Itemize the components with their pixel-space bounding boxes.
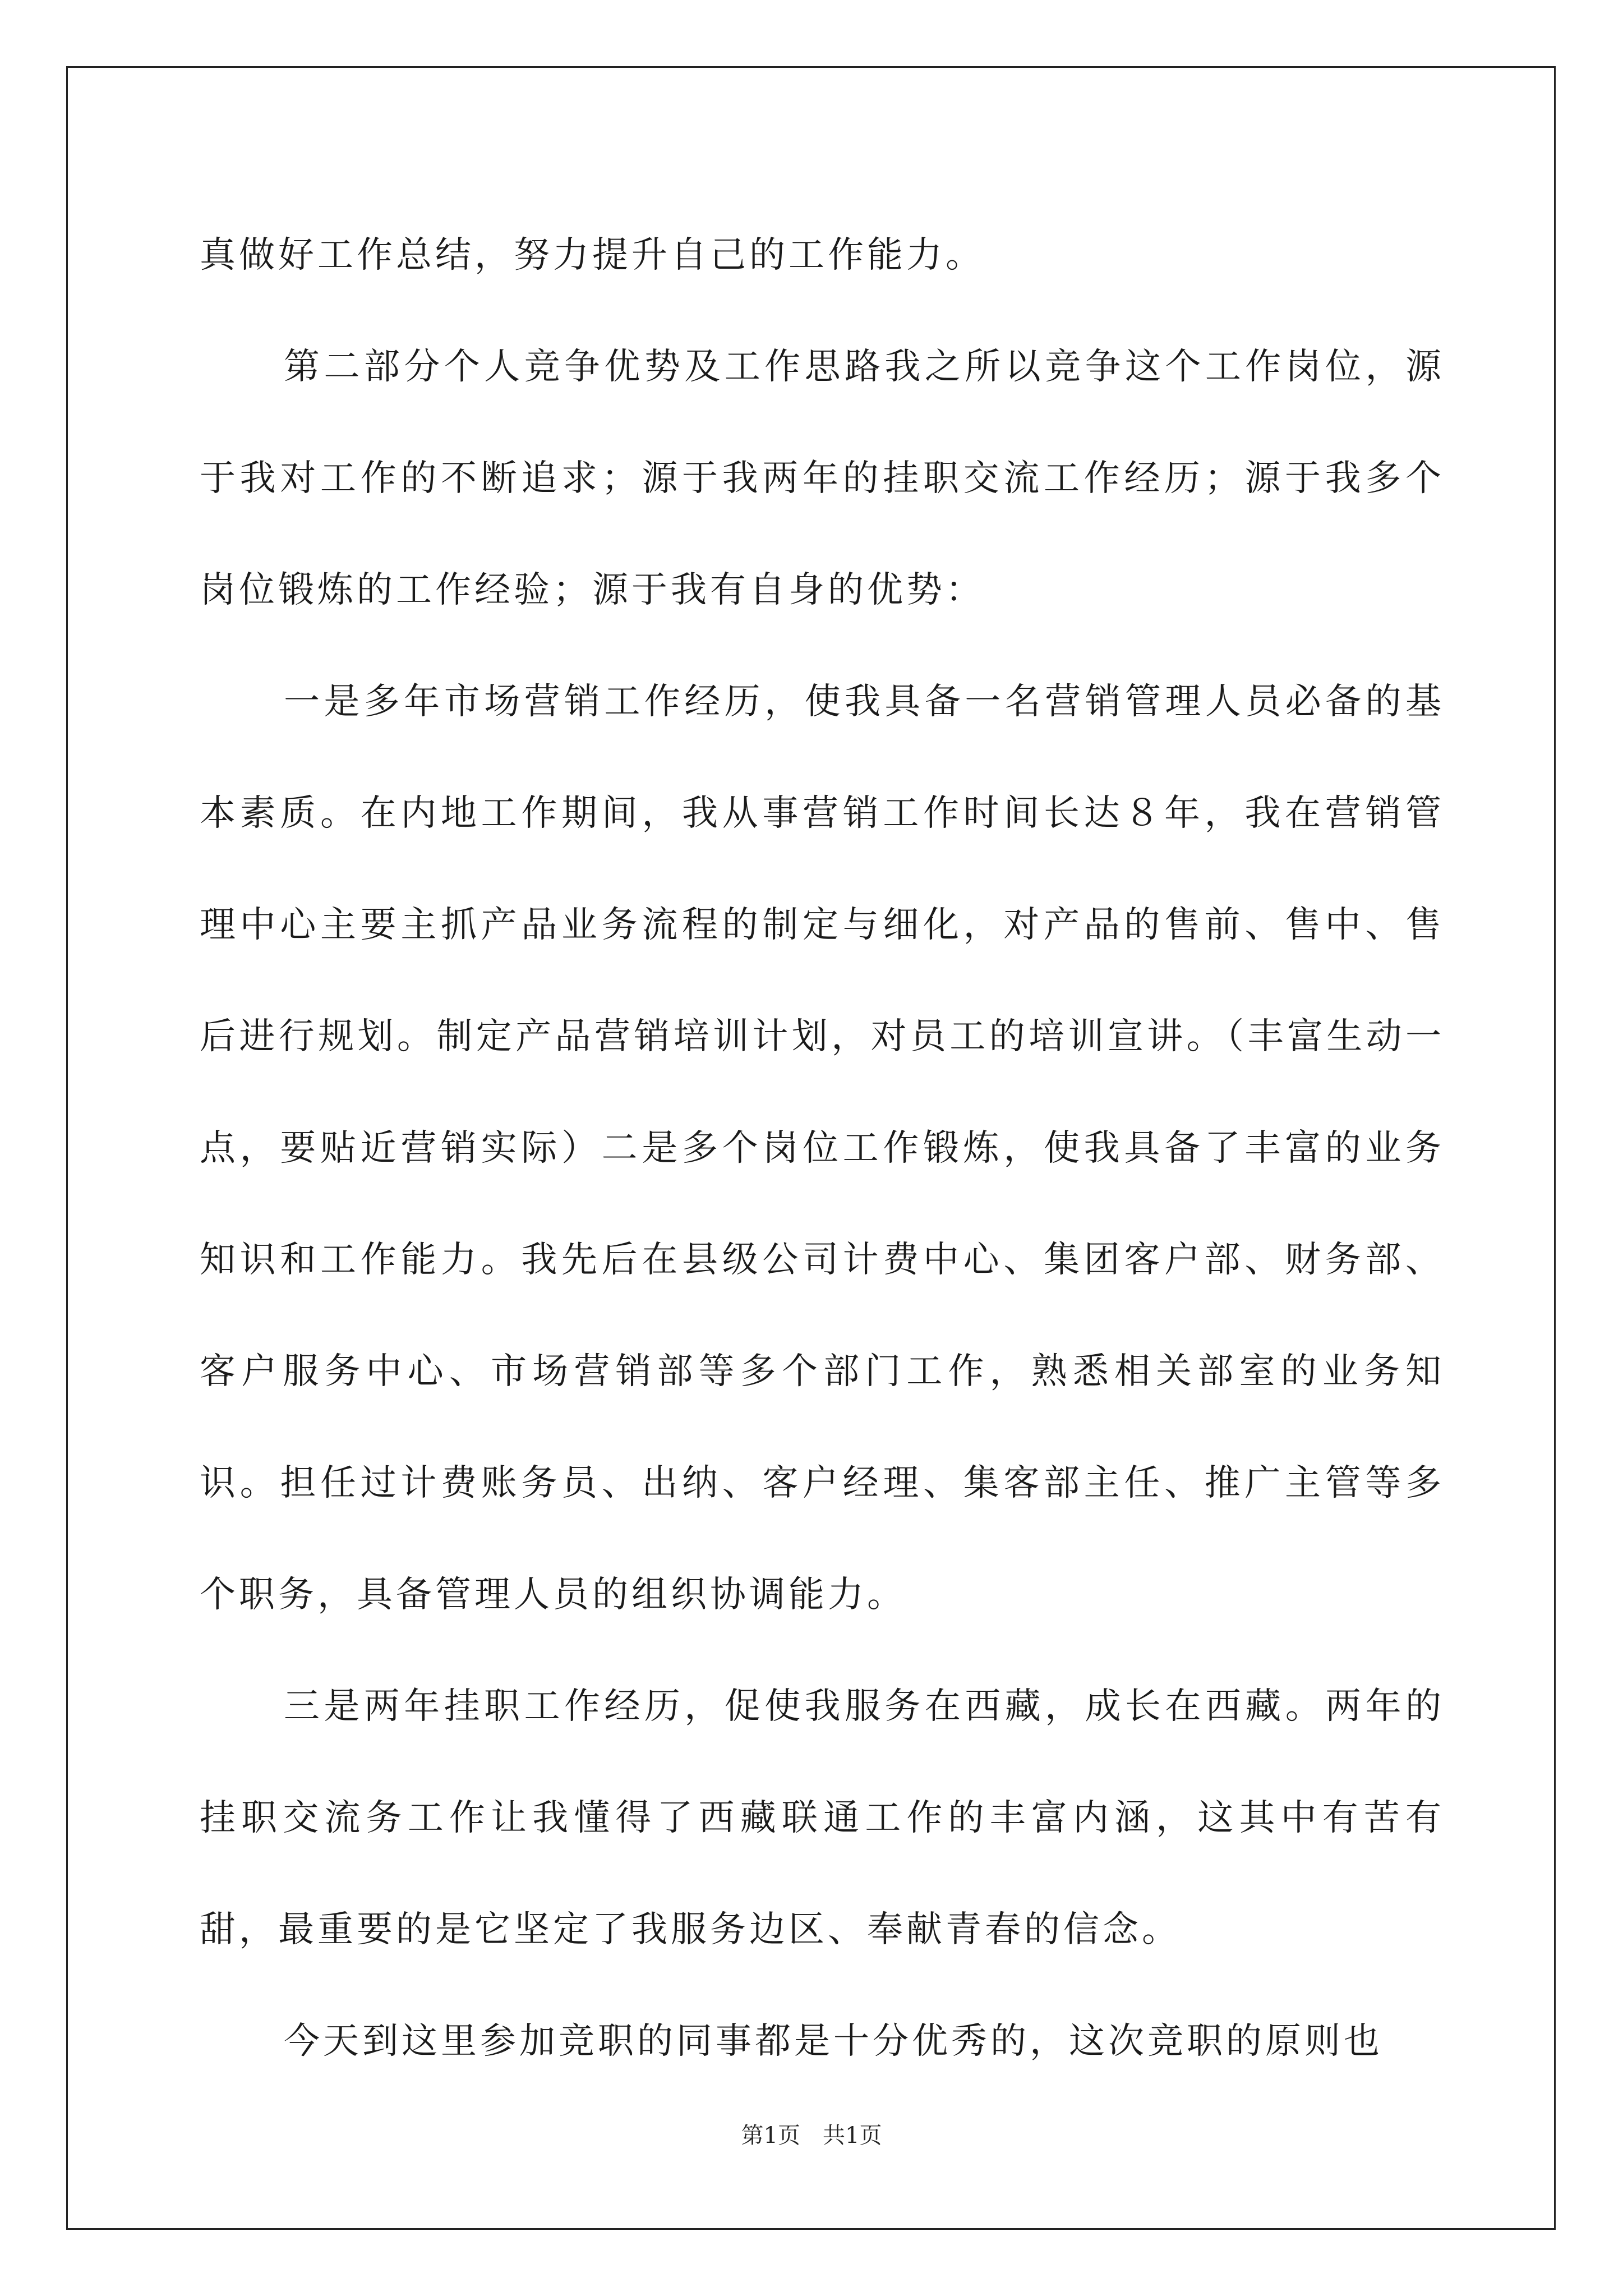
- paragraph-continuation: 真做好工作总结，努力提升自己的工作能力。: [200, 234, 985, 276]
- paragraph-tibet-experience: 三是两年挂职工作经历，促使我服务在西藏，成长在西藏。两年的挂职交流务工作让我懂得了西藏联通工作的丰富内涵，这其中有苦有甜，最重要的是它坚定了我服务边区、奉献青春的信念。: [200, 1686, 1445, 1950]
- paragraph-competitive-advantages: 第二部分个人竞争优势及工作思路我之所以竞争这个工作岗位，源于我对工作的不断追求；源于我两年的挂职交流工作经历；源于我多个岗位锻炼的工作经验；源于我有自身的优势：: [200, 346, 1445, 611]
- paragraph-marketing-experience: 一是多年市场营销工作经历，使我具备一名营销管理人员必备的基本素质。在内地工作期间，我从事营销工作时间长达８年，我在营销管理中心主要主抓产品业务流程的制定与细化，对产品的售前、售中、售后进行规划。制定产品营销培训计划，对员工的培训宣讲。（丰富生动一点，要贴近营销实际）二是多个岗位工作锻炼，使我具备了丰富的业务知识和工作能力。我先后在县级公司计费中心、集团客户部、财务部、客户服务中心、市场营销部等多个部门工作，熟悉相关部室的业务知识。担任过计费账务员、出纳、客户经理、集客部主任、推广主管等多个职务，具备管理人员的组织协调能力。: [200, 681, 1445, 1616]
- paragraph-colleagues: 今天到这里参加竞职的同事都是十分优秀的，这次竞职的原则也: [284, 2021, 1383, 2062]
- page-footer: 第1页 共1页: [741, 2123, 882, 2148]
- document-body: [200, 200, 1445, 2097]
